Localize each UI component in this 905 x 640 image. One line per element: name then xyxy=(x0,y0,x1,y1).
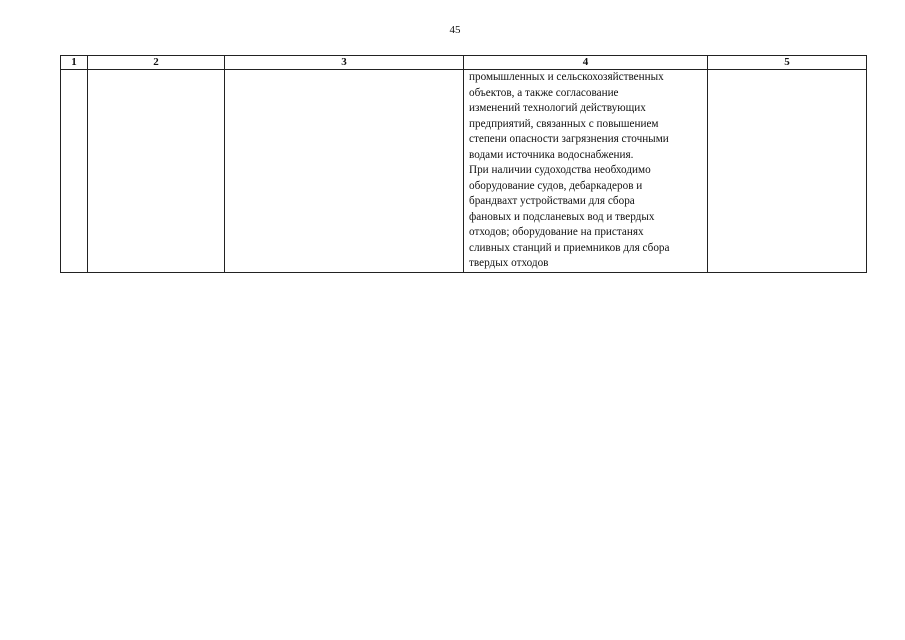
cell-col-5 xyxy=(708,70,867,273)
cell-col-4-text xyxy=(464,70,707,272)
table-row xyxy=(61,70,867,273)
text-line: водами источника водоснабжения. xyxy=(469,148,634,161)
column-header-2: 2 xyxy=(88,56,225,70)
cell-col-4 xyxy=(464,70,708,273)
text-line: твердых отходов xyxy=(469,257,549,269)
cell-col-2 xyxy=(88,70,225,273)
cell-col-3 xyxy=(225,70,464,273)
text-line: оборудование судов, дебаркадеров и xyxy=(469,179,643,192)
column-header-3: 3 xyxy=(225,56,464,70)
text-line: брандвахт устройствами для сбора xyxy=(469,195,635,207)
text-line: отходов; оборудование на пристанях xyxy=(469,226,644,238)
cell-col-1 xyxy=(61,70,88,273)
text-line: изменений технологий действующих xyxy=(469,102,646,114)
column-header-4: 4 xyxy=(464,56,708,70)
text-line: промышленных и сельскохозяйственных xyxy=(469,71,664,83)
column-header-5: 5 xyxy=(708,56,867,70)
text-line: сливных станций и приемников для сбора xyxy=(469,241,670,254)
requirements-table xyxy=(60,55,867,273)
text-line: При наличии судоходства необходимо xyxy=(469,164,651,176)
page-number: 45 xyxy=(449,24,461,36)
text-line: объектов, а также согласование xyxy=(469,86,619,99)
table-header-row xyxy=(61,56,867,70)
text-line: предприятий, связанных с повышением xyxy=(469,117,659,130)
text-line: фановых и подсланевых вод и твердых xyxy=(469,210,655,223)
column-header-1: 1 xyxy=(61,56,88,70)
text-line: степени опасности загрязнения сточными xyxy=(469,133,669,145)
